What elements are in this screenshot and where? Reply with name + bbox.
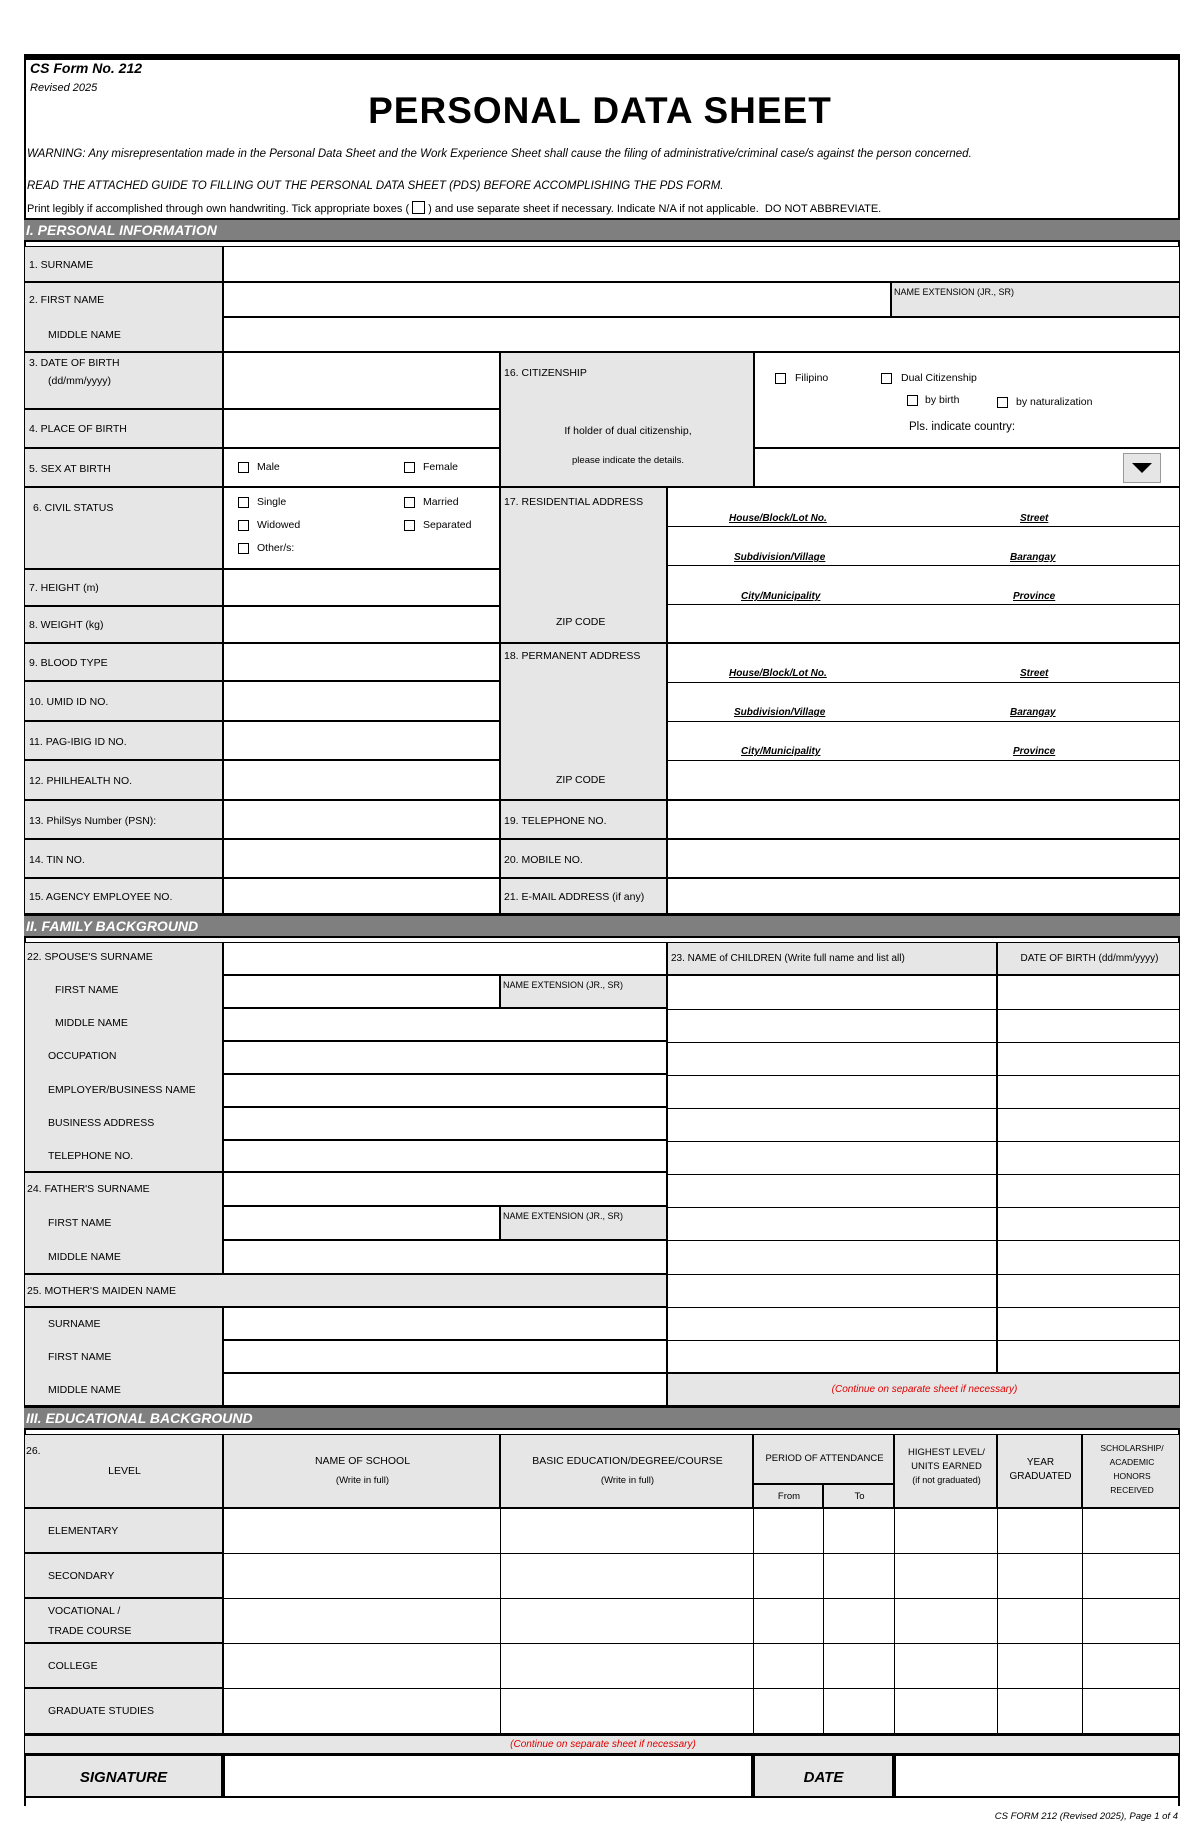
date-label-cell xyxy=(753,1754,894,1798)
col-line xyxy=(500,1509,501,1734)
surname-input[interactable] xyxy=(223,246,1180,282)
label-blood-type xyxy=(24,643,223,681)
edu-year-b: GRADUATED xyxy=(1009,1471,1072,1482)
residential-address-fields[interactable] xyxy=(667,487,1180,643)
father-first-name-input[interactable] xyxy=(223,1206,500,1240)
edu-highest-b: UNITS EARNED xyxy=(911,1461,982,1472)
others-checkbox[interactable] xyxy=(238,543,249,554)
row-line xyxy=(224,1598,1180,1599)
label-residential-address xyxy=(500,487,667,643)
citizenship-options xyxy=(754,352,1180,448)
row-line xyxy=(998,1240,1180,1241)
filipino-checkbox[interactable] xyxy=(775,373,786,384)
print-instructions xyxy=(27,201,881,215)
edu-period-label: PERIOD OF ATTENDANCE xyxy=(765,1453,884,1464)
row-line xyxy=(998,1141,1180,1142)
spouse-first-name-input[interactable] xyxy=(223,975,500,1008)
edu-period-header xyxy=(753,1434,894,1484)
spouse-name-ext-label: NAME EXTENSION (JR., SR) xyxy=(503,980,624,990)
section-family-background: II. FAMILY BACKGROUND xyxy=(24,914,1180,938)
edu-school-sub: (Write in full) xyxy=(335,1475,390,1486)
perm-zipcode-label: ZIP CODE xyxy=(556,774,606,786)
label-mobile xyxy=(500,839,667,878)
mother-first-name-label: FIRST NAME xyxy=(48,1351,112,1363)
print-text-b: ) and use separate sheet if necessary. Indicate N/A if not applicable. xyxy=(428,203,759,215)
res-subdivision-label: Subdivision/Village xyxy=(734,552,826,563)
dropdown-triangle-icon xyxy=(1124,454,1160,482)
middle-name-label: MIDDLE NAME xyxy=(48,329,121,341)
edu-to-label: To xyxy=(854,1491,865,1502)
col-line xyxy=(894,1509,895,1734)
telephone-input[interactable] xyxy=(667,800,1180,839)
perm-subdivision-label: Subdivision/Village xyxy=(734,707,826,718)
country-select[interactable] xyxy=(754,448,1180,487)
row-line xyxy=(998,1174,1180,1175)
male-label: Male xyxy=(257,461,280,473)
col-line xyxy=(997,1509,998,1734)
row-line xyxy=(668,1174,997,1175)
label-first-middle xyxy=(24,282,223,352)
vocational-label-a: VOCATIONAL / xyxy=(48,1605,121,1617)
spouse-first-name-label: FIRST NAME xyxy=(55,984,119,996)
spouse-surname-input[interactable] xyxy=(223,942,667,975)
row-line xyxy=(668,1009,997,1010)
row-line xyxy=(224,1553,1180,1554)
child-dob-label: DATE OF BIRTH (dd/mm/yyyy) xyxy=(1020,953,1159,964)
row-line xyxy=(668,1141,997,1142)
mobile-input[interactable] xyxy=(667,839,1180,878)
edu-from-label: From xyxy=(777,1491,801,1502)
indicate-country-label: Pls. indicate country: xyxy=(909,421,1016,433)
weight-label: 8. WEIGHT (kg) xyxy=(29,619,104,631)
first-name-input[interactable] xyxy=(223,282,891,317)
spouse-middle-name-input[interactable] xyxy=(223,1008,667,1041)
father-name-ext-label: NAME EXTENSION (JR., SR) xyxy=(503,1211,624,1221)
mobile-label: 20. MOBILE NO. xyxy=(504,854,583,866)
perm-city-label: City/Municipality xyxy=(741,746,821,757)
row-line xyxy=(668,1240,997,1241)
blood-type-input[interactable] xyxy=(223,643,500,681)
elementary-label: ELEMENTARY xyxy=(48,1525,119,1537)
dob-input[interactable] xyxy=(223,352,500,409)
form-code: CS Form No. 212 xyxy=(30,60,143,76)
label-agency xyxy=(24,878,223,914)
mother-first-name-input[interactable] xyxy=(223,1340,667,1373)
children-label: 23. NAME of CHILDREN (Write full name and list all) xyxy=(671,953,905,964)
label-civil-status xyxy=(24,487,223,569)
tin-label: 14. TIN NO. xyxy=(29,854,85,866)
res-line xyxy=(668,604,1180,605)
single-label: Single xyxy=(257,496,287,508)
edu-row-vocational xyxy=(24,1598,223,1643)
edu-row-graduate xyxy=(24,1688,223,1734)
children-names-area[interactable] xyxy=(667,975,997,1373)
college-label: COLLEGE xyxy=(48,1660,98,1672)
res-city-label: City/Municipality xyxy=(741,591,821,602)
label-pob xyxy=(24,409,223,448)
business-address-label: BUSINESS ADDRESS xyxy=(48,1117,155,1129)
married-checkbox[interactable] xyxy=(404,497,415,508)
blood-type-label: 9. BLOOD TYPE xyxy=(29,657,108,669)
female-checkbox[interactable] xyxy=(404,462,415,473)
first-name-label: 2. FIRST NAME xyxy=(29,294,105,306)
tin-input[interactable] xyxy=(223,839,500,878)
row-line xyxy=(998,1274,1180,1275)
edu-level-label: LEVEL xyxy=(108,1465,141,1477)
row-line xyxy=(224,1688,1180,1689)
father-middle-name-input[interactable] xyxy=(223,1240,667,1274)
perm-house-label: House/Block/Lot No. xyxy=(729,668,827,679)
row-line xyxy=(668,1075,997,1076)
col-line xyxy=(1082,1509,1083,1734)
children-continue-note: (Continue on separate sheet if necessary) xyxy=(831,1384,1018,1395)
agency-input[interactable] xyxy=(223,878,500,914)
pagibig-input[interactable] xyxy=(223,721,500,760)
date-field[interactable] xyxy=(894,1754,1180,1798)
signature-label-cell xyxy=(24,1754,223,1798)
pagibig-label: 11. PAG-IBIG ID NO. xyxy=(29,736,127,748)
warning-text: WARNING: Any misrepresentation made in the Personal Data Sheet and the Work Experience Sheet shall cause the filing of administrative/criminal case/s against the person concerned. xyxy=(27,148,972,160)
perm-province-label: Province xyxy=(1013,746,1056,757)
telephone-label: 19. TELEPHONE NO. xyxy=(504,815,607,827)
residential-address-label: 17. RESIDENTIAL ADDRESS xyxy=(504,496,644,508)
edu-school-label: NAME OF SCHOOL xyxy=(314,1455,411,1467)
philhealth-input[interactable] xyxy=(223,760,500,800)
by-naturalization-checkbox[interactable] xyxy=(997,397,1008,408)
children-continue-row xyxy=(667,1373,1180,1406)
col-line xyxy=(823,1509,824,1734)
row-line xyxy=(998,1207,1180,1208)
label-mother-maiden xyxy=(24,1274,667,1307)
edu-honors-d: RECEIVED xyxy=(1110,1485,1154,1495)
edu-course-sub: (Write in full) xyxy=(600,1475,655,1486)
employer-label: EMPLOYER/BUSINESS NAME xyxy=(48,1084,196,1096)
label-father-block xyxy=(24,1172,223,1274)
row-line xyxy=(668,1340,997,1341)
row-line xyxy=(668,1042,997,1043)
mother-middle-name-label: MIDDLE NAME xyxy=(48,1384,121,1396)
filipino-label: Filipino xyxy=(795,372,829,384)
label-surname xyxy=(24,246,223,282)
edu-honors-a: SCHOLARSHIP/ xyxy=(1100,1443,1164,1453)
edu-highest-a: HIGHEST LEVEL/ xyxy=(908,1447,985,1458)
label-telephone xyxy=(500,800,667,839)
male-checkbox[interactable] xyxy=(238,462,249,473)
edu-from-header xyxy=(753,1484,823,1508)
pob-label: 4. PLACE OF BIRTH xyxy=(29,423,127,435)
children-dob-area[interactable] xyxy=(997,975,1180,1373)
dual-citizenship-checkbox[interactable] xyxy=(881,373,892,384)
label-mother-block xyxy=(24,1307,223,1406)
edu-highest-header xyxy=(894,1434,997,1508)
page-title: PERSONAL DATA SHEET xyxy=(368,90,832,131)
pob-input[interactable] xyxy=(223,409,500,448)
label-email xyxy=(500,878,667,914)
form-revision: Revised 2025 xyxy=(30,82,98,94)
col-line xyxy=(753,1509,754,1734)
label-tin xyxy=(24,839,223,878)
row-line xyxy=(998,1307,1180,1308)
perm-line xyxy=(668,682,1180,683)
edu-course-header xyxy=(500,1434,753,1508)
philsys-input[interactable] xyxy=(223,800,500,839)
secondary-label: SECONDARY xyxy=(48,1570,115,1582)
res-province-label: Province xyxy=(1013,591,1056,602)
dual-details-label-b: please indicate the details. xyxy=(572,455,684,466)
edu-row-elementary xyxy=(24,1508,223,1553)
res-zipcode-label: ZIP CODE xyxy=(556,616,606,628)
sex-options xyxy=(223,448,500,487)
edu-year-header xyxy=(997,1434,1082,1508)
label-umid xyxy=(24,681,223,721)
res-line xyxy=(668,526,1180,527)
spouse-middle-name-label: MIDDLE NAME xyxy=(55,1017,128,1029)
spouse-telephone-input[interactable] xyxy=(223,1140,667,1172)
edu-continue-note: (Continue on separate sheet if necessary) xyxy=(510,1739,696,1750)
label-dob xyxy=(24,352,223,409)
row-line xyxy=(668,1207,997,1208)
row-line xyxy=(998,1108,1180,1109)
perm-barangay-label: Barangay xyxy=(1010,707,1056,718)
label-permanent-address xyxy=(500,643,667,800)
father-middle-name-label: MIDDLE NAME xyxy=(48,1251,121,1263)
read-guide-text: READ THE ATTACHED GUIDE TO FILLING OUT THE PERSONAL DATA SHEET (PDS) BEFORE ACCOMPLISHING THE PDS FORM. xyxy=(27,180,724,192)
height-input[interactable] xyxy=(223,569,500,606)
res-street-label: Street xyxy=(1020,513,1049,524)
row-line xyxy=(998,1075,1180,1076)
children-header xyxy=(667,942,997,975)
father-surname-input[interactable] xyxy=(223,1172,667,1206)
label-sex xyxy=(24,448,223,487)
single-checkbox[interactable] xyxy=(238,497,249,508)
email-input[interactable] xyxy=(667,878,1180,914)
res-barangay-label: Barangay xyxy=(1010,552,1056,563)
mother-surname-label: SURNAME xyxy=(48,1318,101,1330)
edu-honors-b: ACADEMIC xyxy=(1109,1457,1155,1467)
perm-street-label: Street xyxy=(1020,668,1049,679)
perm-line xyxy=(668,760,1180,761)
edu-course-label: BASIC EDUCATION/DEGREE/COURSE xyxy=(532,1455,723,1467)
employer-input[interactable] xyxy=(223,1074,667,1107)
edu-entries-grid[interactable] xyxy=(223,1508,1180,1734)
section-personal-information: I. PERSONAL INFORMATION xyxy=(24,218,1180,242)
widowed-label: Widowed xyxy=(257,519,301,531)
signature-label: SIGNATURE xyxy=(79,1769,168,1786)
section-educational-background: III. EDUCATIONAL BACKGROUND xyxy=(24,1406,1180,1430)
children-dob-header xyxy=(997,942,1180,975)
civil-status-label: 6. CIVIL STATUS xyxy=(33,502,114,514)
father-surname-label: 24. FATHER'S SURNAME xyxy=(27,1183,150,1195)
print-text-c: DO NOT ABBREVIATE. xyxy=(764,203,882,215)
dual-details-label-a: If holder of dual citizenship, xyxy=(564,425,692,437)
edu-honors-c: HONORS xyxy=(1113,1471,1151,1481)
name-extension-label: NAME EXTENSION (JR., SR) xyxy=(894,287,1015,297)
label-weight xyxy=(24,606,223,643)
philsys-label: 13. PhilSys Number (PSN): xyxy=(29,815,157,827)
by-naturalization-label: by naturalization xyxy=(1016,396,1093,408)
spouse-name-extension[interactable] xyxy=(500,975,667,1008)
others-label: Other/s: xyxy=(257,542,295,554)
row-line xyxy=(668,1274,997,1275)
label-philhealth xyxy=(24,760,223,800)
row-line xyxy=(668,1307,997,1308)
graduate-label: GRADUATE STUDIES xyxy=(48,1705,154,1717)
edu-year-a: YEAR xyxy=(1026,1457,1055,1468)
mother-maiden-label: 25. MOTHER'S MAIDEN NAME xyxy=(27,1285,177,1297)
surname-label: 1. SURNAME xyxy=(29,259,94,271)
row-line xyxy=(998,1340,1180,1341)
umid-input[interactable] xyxy=(223,681,500,721)
spouse-telephone-label: TELEPHONE NO. xyxy=(48,1150,134,1162)
label-height xyxy=(24,569,223,606)
permanent-address-fields[interactable] xyxy=(667,643,1180,800)
dual-citizenship-label: Dual Citizenship xyxy=(901,372,977,384)
father-first-name-label: FIRST NAME xyxy=(48,1217,112,1229)
edu-row-college xyxy=(24,1643,223,1688)
edu-continue-row xyxy=(24,1734,1180,1754)
label-pagibig xyxy=(24,721,223,760)
separated-label: Separated xyxy=(423,519,472,531)
spouse-surname-label: 22. SPOUSE'S SURNAME xyxy=(27,951,153,963)
email-label: 21. E-MAIL ADDRESS (if any) xyxy=(504,891,645,903)
perm-line xyxy=(668,721,1180,722)
civil-status-options xyxy=(223,487,500,569)
mother-surname-input[interactable] xyxy=(223,1307,667,1340)
label-philsys xyxy=(24,800,223,839)
permanent-address-label: 18. PERMANENT ADDRESS xyxy=(504,650,641,662)
umid-label: 10. UMID ID NO. xyxy=(29,696,109,708)
widowed-checkbox[interactable] xyxy=(238,520,249,531)
edu-to-header xyxy=(823,1484,894,1508)
father-name-extension[interactable] xyxy=(500,1206,667,1240)
name-extension-field[interactable] xyxy=(891,282,1180,317)
philhealth-label: 12. PHILHEALTH NO. xyxy=(29,775,133,787)
citizenship-label: 16. CITIZENSHIP xyxy=(504,367,587,379)
dob-label: 3. DATE OF BIRTH xyxy=(29,357,120,369)
edu-highest-c: (if not graduated) xyxy=(912,1475,981,1485)
vocational-label-b: TRADE COURSE xyxy=(48,1625,132,1637)
row-line xyxy=(224,1643,1180,1644)
edu-level-header xyxy=(24,1434,223,1508)
edu-number-label: 26. xyxy=(26,1445,41,1457)
row-line xyxy=(998,1042,1180,1043)
mother-middle-name-input[interactable] xyxy=(223,1373,667,1406)
res-house-label: House/Block/Lot No. xyxy=(729,513,827,524)
checkbox-icon xyxy=(412,201,425,214)
label-spouse-block xyxy=(24,942,223,1172)
dob-format-label: (dd/mm/yyyy) xyxy=(48,375,111,387)
edu-school-header xyxy=(223,1434,500,1508)
occupation-input[interactable] xyxy=(223,1041,667,1074)
height-label: 7. HEIGHT (m) xyxy=(29,582,99,594)
by-birth-checkbox[interactable] xyxy=(907,395,918,406)
by-birth-label: by birth xyxy=(925,394,960,406)
res-line xyxy=(668,565,1180,566)
edu-honors-header xyxy=(1082,1434,1180,1508)
middle-name-input[interactable] xyxy=(223,317,1180,352)
label-citizenship xyxy=(500,352,754,487)
dropdown-button[interactable] xyxy=(1123,453,1161,483)
row-line xyxy=(668,1108,997,1109)
date-label: DATE xyxy=(803,1769,844,1786)
married-label: Married xyxy=(423,496,459,508)
signature-field[interactable] xyxy=(223,1754,753,1798)
agency-label: 15. AGENCY EMPLOYEE NO. xyxy=(29,891,173,903)
sex-label: 5. SEX AT BIRTH xyxy=(29,463,111,475)
separated-checkbox[interactable] xyxy=(404,520,415,531)
business-address-input[interactable] xyxy=(223,1107,667,1140)
female-label: Female xyxy=(423,461,459,473)
occupation-label: OCCUPATION xyxy=(48,1050,117,1062)
print-text-a: Print legibly if accomplished through own handwriting. Tick appropriate boxes ( xyxy=(27,203,410,215)
row-line xyxy=(998,1009,1180,1010)
edu-row-secondary xyxy=(24,1553,223,1598)
weight-input[interactable] xyxy=(223,606,500,643)
form-reference: CS FORM 212 (Revised 2025), Page 1 of 4 xyxy=(994,1811,1178,1822)
